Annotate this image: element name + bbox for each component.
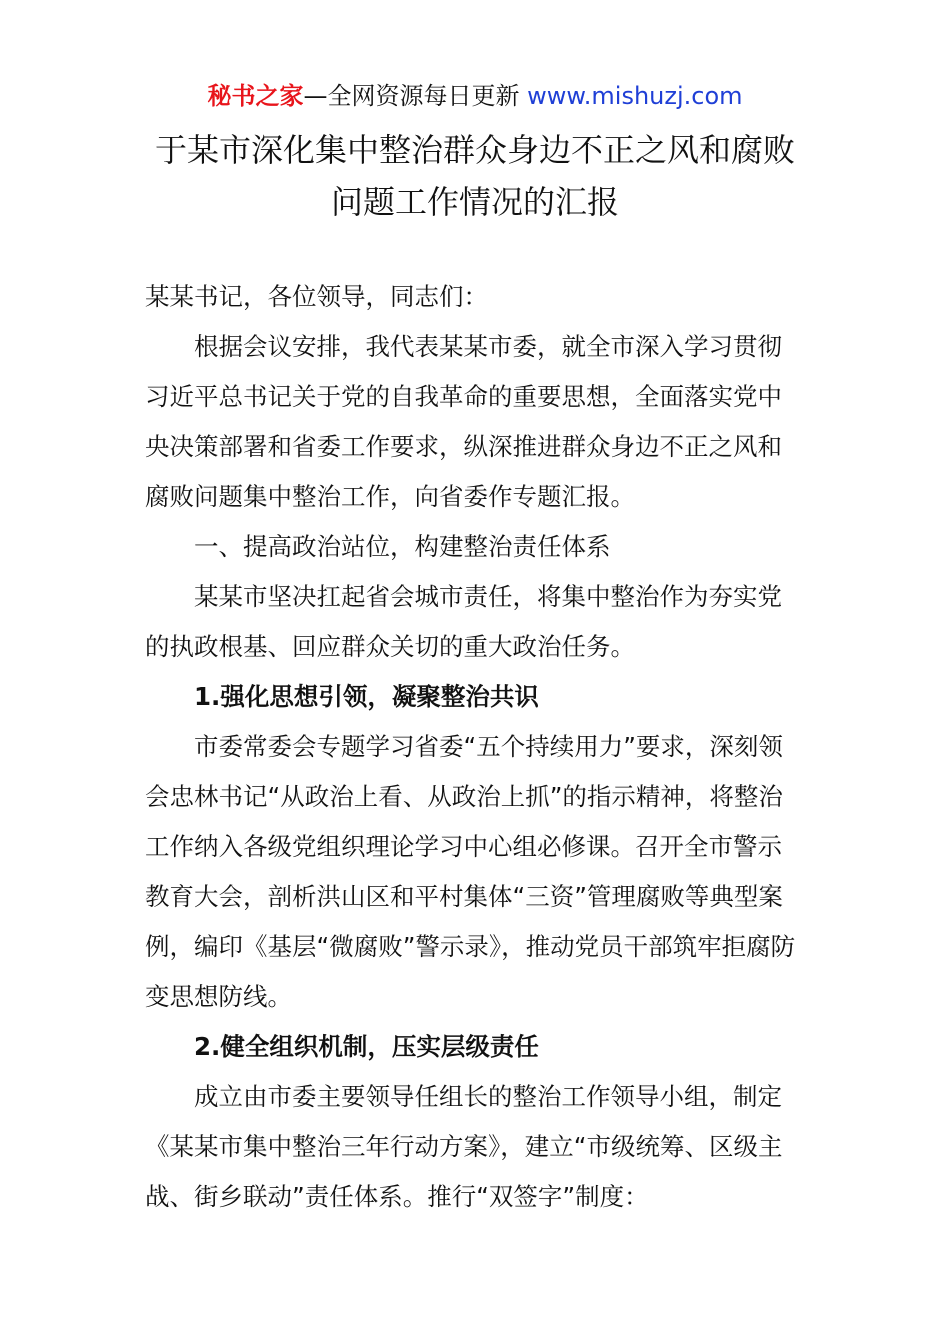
section-1-paragraph: 某某市坚决扛起省会城市责任，将集中整治作为夯实党的执政根基、回应群众关切的重大政治任务。 [145,582,782,661]
subsection-1-paragraph: 市委常委会专题学习省委“五个持续用力”要求，深刻领会忠林书记“从政治上看、从政治上抓”的指示精神，将整治工作纳入各级党组织理论学习中心组必修课。召开全市警示教育大会，剖析洪山区和平村集体“三资”管理腐败等典型案例，编印《基层“微腐败”警示录》，推动党员干部筑牢拒腐防变思想防线。 [145,732,796,1011]
section-1-heading: 一、提高政治站位，构建整治责任体系 [194,532,611,561]
subsection-2-heading: 2.健全组织机制，压实层级责任 [194,1032,539,1061]
intro-paragraph: 根据会议安排，我代表某某市委，就全市深入学习贯彻习近平总书记关于党的自我革命的重要思想，全面落实党中央决策部署和省委工作要求，纵深推进群众身边不正之风和腐败问题集中整治工作，向省委作专题汇报。 [145,332,782,511]
site-slogan: —全网资源每日更新 [303,82,528,110]
site-url-link[interactable]: www.mishuzj.com [527,82,743,110]
document-title [0,124,950,228]
site-brand: 秘书之家 [207,82,304,110]
subsection-2-paragraph: 成立由市委主要领导任组长的整治工作领导小组，制定《某某市集中整治三年行动方案》，建立“市级统筹、区级主战、街乡联动”责任体系。推行“双签字”制度： [145,1082,783,1211]
site-banner [0,80,950,112]
salutation: 某某书记，各位领导，同志们： [145,282,488,311]
document-body [145,272,805,1222]
title-line-2: 问题工作情况的汇报 [330,183,619,221]
title-line-1: 于某市深化集中整治群众身边不正之风和腐败 [154,131,795,169]
subsection-1-heading: 1.强化思想引领，凝聚整治共识 [194,682,539,711]
